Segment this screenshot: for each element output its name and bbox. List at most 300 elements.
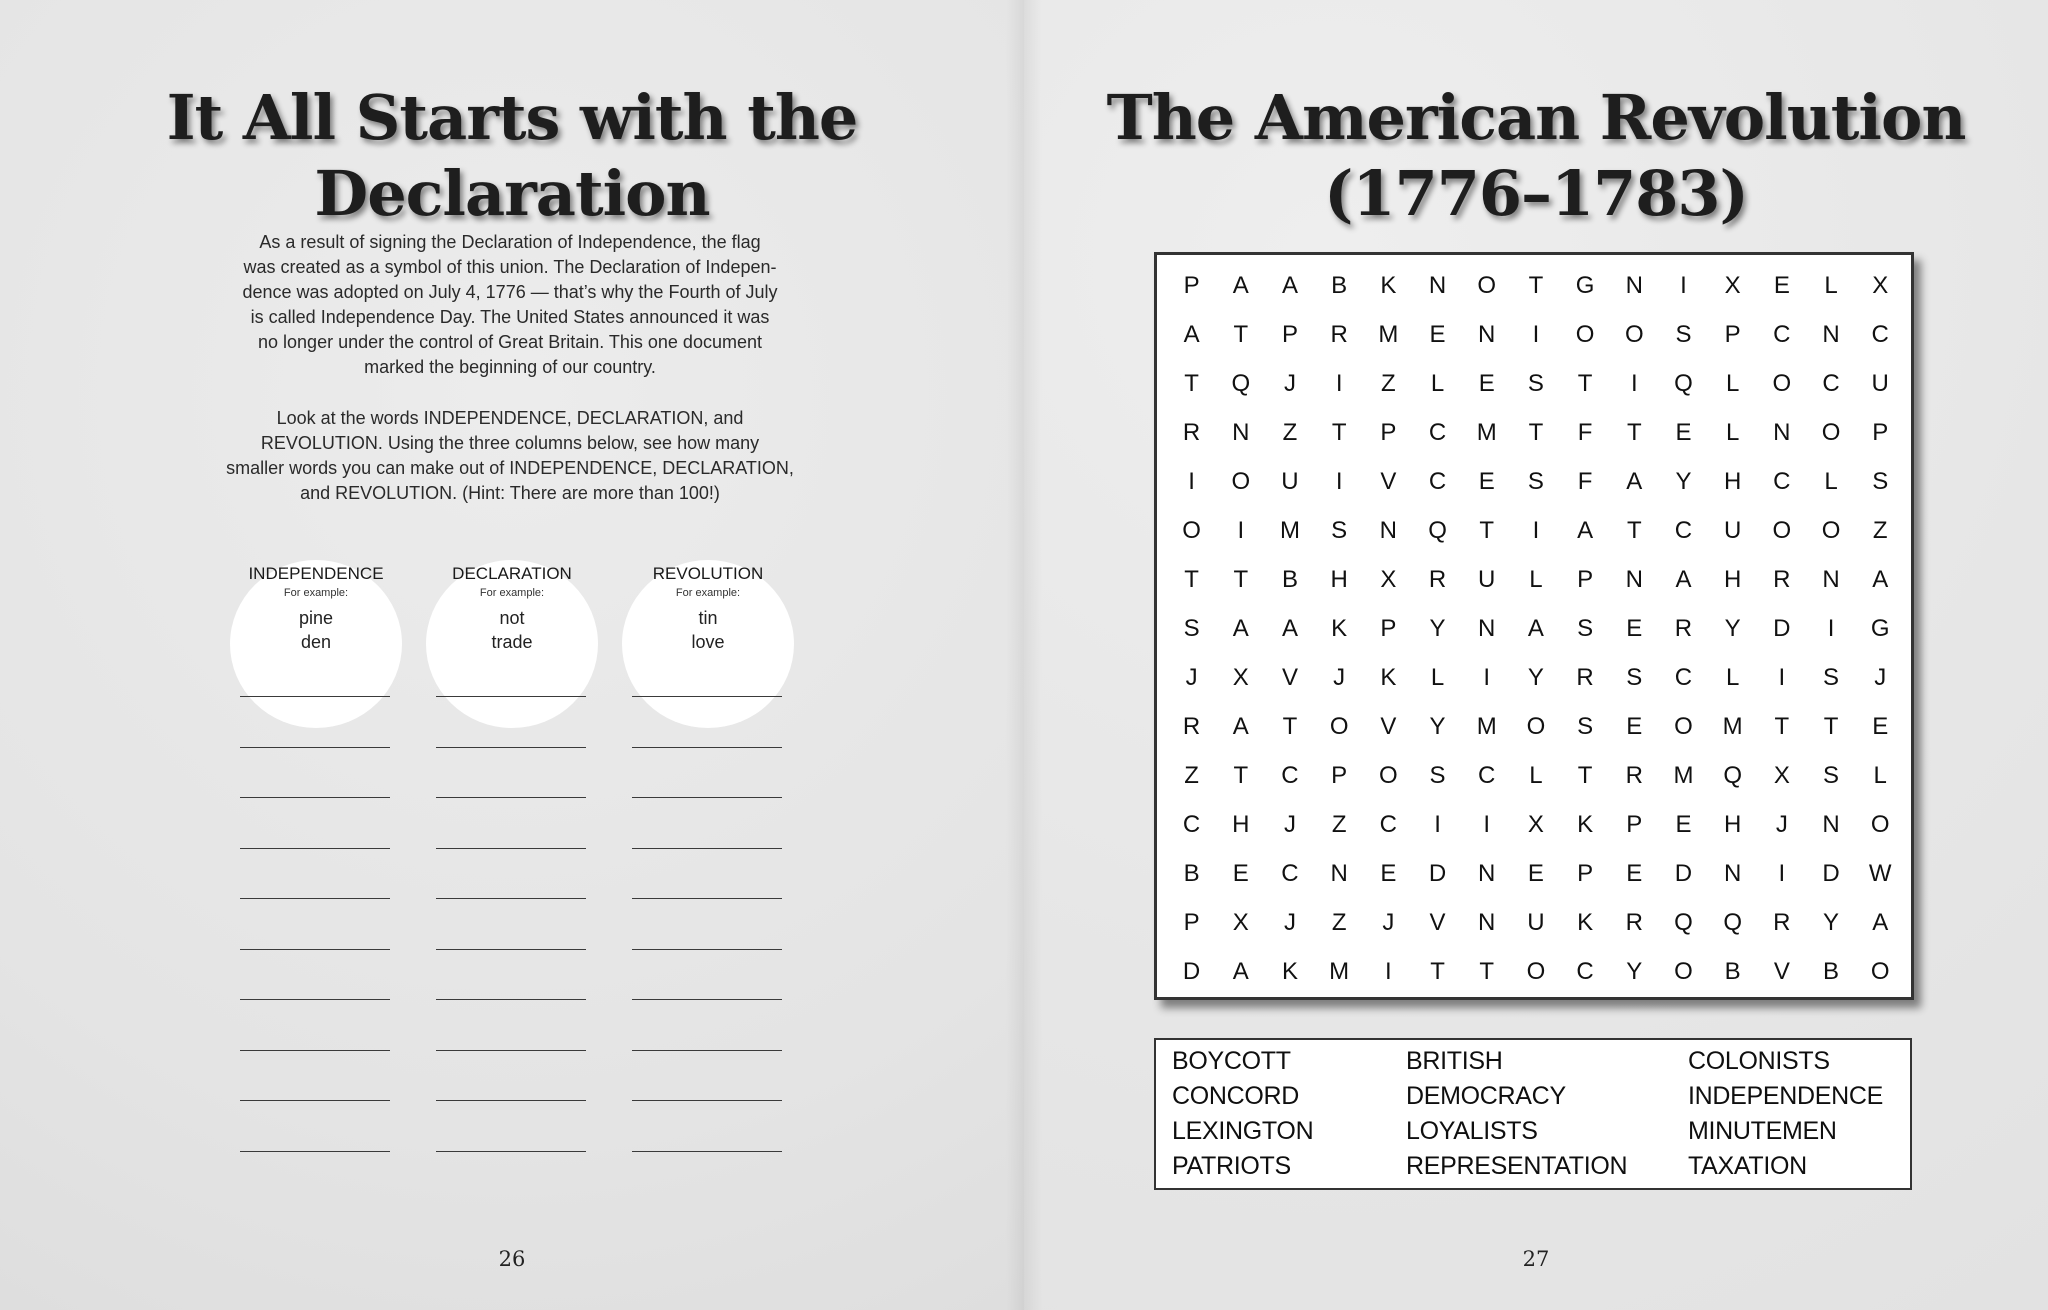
- grid-letter: N: [1478, 321, 1496, 348]
- grid-letter: V: [1773, 958, 1790, 985]
- grid-letter: I: [1483, 664, 1491, 691]
- grid-letter: J: [1283, 909, 1296, 936]
- grid-letter: C: [1478, 762, 1496, 789]
- grid-letter: E: [1626, 615, 1643, 642]
- grid-letter: F: [1577, 419, 1593, 446]
- grid-letter: S: [1577, 713, 1594, 740]
- grid-letter: K: [1577, 811, 1594, 838]
- grid-letter: M: [1722, 713, 1743, 740]
- grid-letter: C: [1379, 811, 1398, 838]
- word-bank-entry: CONCORD: [1172, 1082, 1300, 1110]
- grid-letter: E: [1380, 860, 1397, 887]
- answer-line: [436, 848, 586, 849]
- grid-letter: O: [1526, 713, 1546, 740]
- grid-letter: I: [1434, 811, 1441, 838]
- grid-letter: T: [1430, 958, 1445, 985]
- answer-line: [240, 999, 390, 1000]
- grid-letter: K: [1577, 909, 1594, 936]
- answer-line: [436, 1151, 586, 1152]
- grid-letter: G: [1870, 615, 1890, 642]
- answer-line: [632, 747, 782, 748]
- grid-letter: Q: [1674, 370, 1693, 397]
- grid-letter: T: [1233, 762, 1249, 789]
- grid-letter: R: [1773, 566, 1791, 593]
- grid-letter: M: [1378, 321, 1399, 348]
- grid-letter: C: [1428, 419, 1447, 446]
- answer-line: [240, 898, 390, 899]
- grid-letter: L: [1725, 419, 1740, 446]
- grid-letter: C: [1871, 321, 1889, 348]
- grid-letter: P: [1183, 909, 1200, 936]
- grid-letter: C: [1281, 860, 1299, 887]
- grid-letter: R: [1182, 419, 1201, 446]
- intro-line: no longer under the control of Great Britain. This one document: [258, 332, 762, 352]
- grid-letter: U: [1527, 909, 1545, 936]
- grid-letter: F: [1577, 468, 1593, 495]
- grid-letter: D: [1822, 860, 1840, 887]
- answer-line: [240, 747, 390, 748]
- word-bank-entry: INDEPENDENCE: [1688, 1082, 1884, 1110]
- answer-line: [632, 999, 782, 1000]
- title-line: Declaration: [314, 157, 710, 230]
- grid-letter: L: [1824, 272, 1838, 299]
- example-word: pine: [298, 608, 334, 628]
- grid-letter: X: [1380, 566, 1397, 593]
- grid-letter: V: [1380, 468, 1397, 495]
- intro-line: dence was adopted on July 4, 1776 — that’s why the Fourth of July: [242, 282, 778, 302]
- word-bank-column: [1406, 1044, 1627, 1184]
- instruction-line: Look at the words INDEPENDENCE, DECLARATION, and: [276, 408, 744, 428]
- grid-letter: Q: [1723, 909, 1742, 936]
- grid-letter: O: [1772, 370, 1792, 397]
- answer-line: [240, 1151, 390, 1152]
- grid-letter: K: [1281, 958, 1298, 985]
- grid-letter: Q: [1723, 762, 1742, 789]
- example-word: not: [499, 608, 525, 628]
- grid-letter: L: [1725, 664, 1740, 691]
- grid-letter: T: [1528, 419, 1544, 446]
- grid-letter: N: [1478, 615, 1496, 642]
- grid-letter: T: [1823, 713, 1839, 740]
- answer-line: [240, 949, 390, 950]
- left-page-title: [0, 80, 1024, 232]
- grid-letter: C: [1822, 370, 1840, 397]
- grid-letter: S: [1823, 762, 1840, 789]
- grid-letter: O: [1772, 517, 1792, 544]
- grid-letter: X: [1872, 272, 1889, 299]
- grid-letter: S: [1527, 370, 1544, 397]
- grid-letter: A: [1577, 517, 1594, 544]
- grid-letter: B: [1183, 860, 1200, 887]
- grid-letter: P: [1380, 615, 1397, 642]
- grid-letter: S: [1872, 468, 1889, 495]
- answer-line: [436, 898, 586, 899]
- grid-letter: A: [1232, 713, 1249, 740]
- grid-letter: A: [1232, 615, 1249, 642]
- grid-letter: I: [1335, 468, 1343, 495]
- grid-letter: T: [1233, 321, 1249, 348]
- grid-letter: E: [1675, 811, 1692, 838]
- grid-letter: I: [1188, 468, 1195, 495]
- grid-letter: A: [1232, 272, 1249, 299]
- grid-letter: I: [1680, 272, 1687, 299]
- grid-letter: O: [1526, 958, 1546, 985]
- grid-letter: N: [1625, 566, 1643, 593]
- grid-letter: U: [1478, 566, 1496, 593]
- answer-line: [632, 1100, 782, 1101]
- grid-letter: O: [1821, 517, 1841, 544]
- grid-letter: S: [1183, 615, 1200, 642]
- grid-letter: Z: [1331, 811, 1347, 838]
- grid-letter: N: [1379, 517, 1398, 544]
- grid-letter: T: [1479, 958, 1495, 985]
- grid-letter: T: [1528, 272, 1544, 299]
- grid-letter: P: [1626, 811, 1643, 838]
- grid-letter: Q: [1674, 909, 1693, 936]
- grid-letter: P: [1577, 566, 1594, 593]
- word-bank-entry: LOYALISTS: [1406, 1117, 1538, 1145]
- grid-letter: J: [1775, 811, 1788, 838]
- grid-letter: P: [1872, 419, 1889, 446]
- for-example-label: For example:: [479, 587, 545, 599]
- grid-letter: T: [1626, 517, 1642, 544]
- grid-letter: Z: [1282, 419, 1298, 446]
- grid-letter: R: [1625, 762, 1643, 789]
- answer-line: [240, 797, 390, 798]
- grid-letter: J: [1283, 370, 1296, 397]
- intro-line: was created as a symbol of this union. The Declaration of Indepen-: [243, 257, 777, 277]
- grid-letter: E: [1675, 419, 1692, 446]
- grid-letter: Q: [1231, 370, 1251, 397]
- grid-letter: S: [1823, 664, 1840, 691]
- grid-letter: A: [1281, 615, 1298, 642]
- grid-letter: E: [1527, 860, 1544, 887]
- grid-letter: N: [1478, 860, 1496, 887]
- grid-letter: D: [1182, 958, 1201, 985]
- grid-letter: S: [1577, 615, 1594, 642]
- grid-letter: H: [1232, 811, 1250, 838]
- grid-letter: R: [1625, 909, 1643, 936]
- grid-letter: C: [1281, 762, 1299, 789]
- grid-letter: J: [1185, 664, 1198, 691]
- grid-letter: X: [1232, 909, 1249, 936]
- grid-letter: N: [1428, 272, 1447, 299]
- answer-line: [436, 949, 586, 950]
- grid-letter: Z: [1872, 517, 1888, 544]
- grid-letter: R: [1330, 321, 1348, 348]
- grid-letter: H: [1723, 566, 1742, 593]
- grid-letter: L: [1529, 762, 1543, 789]
- grid-letter: Y: [1429, 615, 1446, 642]
- answer-lines: [436, 696, 586, 1201]
- grid-letter: R: [1674, 615, 1693, 642]
- grid-letter: K: [1331, 615, 1348, 642]
- grid-letter: T: [1233, 566, 1249, 593]
- grid-letter: Y: [1527, 664, 1544, 691]
- right-page: [1024, 0, 2048, 1310]
- grid-letter: I: [1532, 517, 1540, 544]
- grid-letter: E: [1626, 860, 1643, 887]
- grid-letter: N: [1625, 272, 1643, 299]
- column-heading: DECLARATION: [452, 564, 572, 583]
- grid-letter: V: [1281, 664, 1298, 691]
- title-line: (1776–1783): [1324, 157, 1748, 230]
- grid-letter: R: [1773, 909, 1791, 936]
- grid-letter: N: [1773, 419, 1791, 446]
- answer-lines: [240, 696, 390, 1201]
- for-example-label: For example:: [283, 587, 349, 599]
- grid-letter: A: [1675, 566, 1692, 593]
- grid-letter: T: [1577, 370, 1593, 397]
- grid-letter: X: [1724, 272, 1741, 299]
- grid-letter: L: [1725, 370, 1740, 397]
- grid-letter: A: [1232, 958, 1249, 985]
- instructions-paragraph: [220, 406, 800, 506]
- column-heading: INDEPENDENCE: [248, 564, 384, 583]
- grid-letter: L: [1529, 566, 1543, 593]
- example-word: den: [300, 632, 332, 652]
- grid-letter: H: [1723, 811, 1742, 838]
- grid-letter: Y: [1724, 615, 1741, 642]
- grid-letter: O: [1674, 713, 1693, 740]
- grid-letter: B: [1823, 958, 1840, 985]
- grid-letter: T: [1184, 370, 1199, 397]
- grid-letter: A: [1183, 321, 1200, 348]
- page-number: 27: [1522, 1247, 1550, 1271]
- title-line: The American Revolution: [1106, 81, 1966, 154]
- instruction-line: and REVOLUTION. (Hint: There are more than 100!): [300, 483, 720, 503]
- intro-line: marked the beginning of our country.: [364, 357, 656, 377]
- grid-letter: C: [1674, 517, 1693, 544]
- grid-letter: B: [1281, 566, 1298, 593]
- grid-letter: J: [1333, 664, 1346, 691]
- grid-letter: I: [1827, 615, 1835, 642]
- answer-line: [240, 1100, 390, 1101]
- grid-letter: I: [1385, 958, 1392, 985]
- grid-letter: E: [1626, 713, 1643, 740]
- instruction-line: smaller words you can make out of INDEPENDENCE, DECLARATION,: [226, 458, 794, 478]
- word-bank-entry: COLONISTS: [1688, 1047, 1830, 1075]
- grid-letter: C: [1428, 468, 1447, 495]
- word-bank-entry: BOYCOTT: [1172, 1047, 1291, 1075]
- grid-letter: E: [1232, 860, 1249, 887]
- grid-letter: O: [1329, 713, 1349, 740]
- answer-line: [632, 898, 782, 899]
- grid-letter: V: [1429, 909, 1446, 936]
- grid-letter: B: [1331, 272, 1348, 299]
- grid-letter: O: [1477, 272, 1497, 299]
- intro-paragraph: [220, 230, 800, 380]
- grid-letter: N: [1232, 419, 1250, 446]
- grid-letter: L: [1430, 664, 1445, 691]
- grid-letter: P: [1724, 321, 1741, 348]
- grid-letter: U: [1281, 468, 1299, 495]
- book-gutter: [1006, 0, 1042, 1310]
- grid-letter: P: [1281, 321, 1298, 348]
- grid-letter: Z: [1381, 370, 1396, 397]
- word-bank-entry: BRITISH: [1406, 1047, 1503, 1075]
- grid-letter: B: [1724, 958, 1741, 985]
- answer-line: [436, 747, 586, 748]
- grid-letter: O: [1575, 321, 1595, 348]
- grid-letter: T: [1577, 762, 1593, 789]
- answer-line: [632, 797, 782, 798]
- grid-letter: P: [1380, 419, 1397, 446]
- grid-letter: M: [1329, 958, 1350, 985]
- grid-letter: G: [1575, 272, 1595, 299]
- grid-letter: P: [1577, 860, 1594, 887]
- grid-letter: R: [1576, 664, 1594, 691]
- grid-letter: Z: [1184, 762, 1199, 789]
- grid-letter: I: [1532, 321, 1540, 348]
- grid-letter: N: [1478, 909, 1496, 936]
- grid-letter: E: [1773, 272, 1790, 299]
- grid-letter: E: [1429, 321, 1446, 348]
- right-page-title: [1024, 80, 2048, 232]
- for-example-label: For example:: [675, 587, 741, 599]
- page-number: 26: [498, 1247, 526, 1271]
- grid-letter: L: [1824, 468, 1838, 495]
- grid-letter: A: [1281, 272, 1298, 299]
- grid-letter: K: [1380, 272, 1397, 299]
- grid-letter: N: [1822, 811, 1840, 838]
- answer-line: [436, 696, 586, 697]
- grid-letter: H: [1330, 566, 1348, 593]
- word-bank-column: [1172, 1044, 1313, 1184]
- word-bank: [1154, 1038, 1912, 1190]
- grid-letter: O: [1379, 762, 1398, 789]
- grid-letter: E: [1872, 713, 1889, 740]
- answer-line: [632, 1050, 782, 1051]
- letter-grid: [1167, 261, 1905, 996]
- grid-letter: X: [1773, 762, 1790, 789]
- grid-letter: S: [1527, 468, 1544, 495]
- grid-letter: N: [1330, 860, 1348, 887]
- answer-lines: [632, 696, 782, 1201]
- grid-letter: D: [1428, 860, 1447, 887]
- answer-line: [632, 848, 782, 849]
- grid-letter: T: [1184, 566, 1199, 593]
- grid-letter: C: [1674, 664, 1693, 691]
- intro-line: As a result of signing the Declaration of Independence, the flag: [259, 232, 761, 252]
- grid-letter: M: [1279, 517, 1300, 544]
- grid-letter: D: [1773, 615, 1791, 642]
- answer-line: [632, 1151, 782, 1152]
- grid-letter: C: [1773, 321, 1791, 348]
- grid-letter: I: [1630, 370, 1638, 397]
- grid-letter: N: [1723, 860, 1742, 887]
- word-search-grid: [1154, 252, 1914, 1000]
- grid-letter: W: [1868, 860, 1892, 887]
- grid-letter: N: [1822, 566, 1840, 593]
- example-word: trade: [491, 632, 533, 652]
- grid-letter: Z: [1331, 909, 1347, 936]
- example-word: love: [691, 632, 725, 652]
- grid-letter: M: [1476, 419, 1497, 446]
- grid-letter: R: [1428, 566, 1447, 593]
- word-columns: [228, 560, 798, 1160]
- grid-letter: T: [1282, 713, 1298, 740]
- answer-line: [436, 1050, 586, 1051]
- title-line: It All Starts with the: [166, 81, 858, 154]
- grid-letter: O: [1821, 419, 1841, 446]
- answer-line: [436, 1100, 586, 1101]
- column-heading: REVOLUTION: [652, 564, 764, 583]
- word-bank-entry: REPRESENTATION: [1406, 1152, 1628, 1180]
- grid-letter: A: [1872, 566, 1889, 593]
- grid-letter: Y: [1626, 958, 1643, 985]
- grid-letter: J: [1283, 811, 1296, 838]
- grid-letter: A: [1527, 615, 1544, 642]
- grid-letter: P: [1331, 762, 1348, 789]
- grid-letter: C: [1182, 811, 1201, 838]
- grid-letter: H: [1723, 468, 1742, 495]
- grid-letter: Q: [1428, 517, 1447, 544]
- grid-letter: U: [1871, 370, 1889, 397]
- grid-letter: S: [1429, 762, 1446, 789]
- grid-letter: T: [1626, 419, 1642, 446]
- grid-letter: O: [1870, 811, 1890, 838]
- grid-letter: C: [1576, 958, 1594, 985]
- grid-letter: T: [1774, 713, 1790, 740]
- grid-letter: O: [1182, 517, 1201, 544]
- intro-line: is called Independence Day. The United States announced it was: [250, 307, 770, 327]
- grid-letter: A: [1872, 909, 1889, 936]
- grid-letter: T: [1479, 517, 1495, 544]
- grid-letter: I: [1483, 811, 1491, 838]
- grid-letter: K: [1380, 664, 1397, 691]
- grid-letter: M: [1673, 762, 1694, 789]
- grid-letter: I: [1237, 517, 1245, 544]
- instruction-line: REVOLUTION. Using the three columns below, see how many: [260, 433, 760, 453]
- grid-letter: O: [1674, 958, 1693, 985]
- grid-letter: S: [1675, 321, 1692, 348]
- grid-letter: Y: [1675, 468, 1692, 495]
- grid-letter: L: [1430, 370, 1445, 397]
- word-bank-entry: PATRIOTS: [1172, 1152, 1291, 1180]
- grid-letter: J: [1874, 664, 1887, 691]
- grid-letter: V: [1380, 713, 1397, 740]
- grid-letter: S: [1626, 664, 1643, 691]
- grid-letter: I: [1778, 664, 1786, 691]
- grid-letter: S: [1331, 517, 1348, 544]
- answer-line: [436, 999, 586, 1000]
- word-bank-entry: TAXATION: [1688, 1152, 1807, 1180]
- answer-line: [240, 1050, 390, 1051]
- grid-letter: O: [1624, 321, 1644, 348]
- example-word: tin: [698, 608, 718, 628]
- grid-letter: E: [1478, 370, 1495, 397]
- grid-letter: M: [1476, 713, 1497, 740]
- grid-letter: X: [1527, 811, 1544, 838]
- grid-letter: U: [1723, 517, 1742, 544]
- grid-letter: Y: [1823, 909, 1840, 936]
- grid-letter: Y: [1429, 713, 1446, 740]
- answer-line: [240, 848, 390, 849]
- grid-letter: R: [1182, 713, 1201, 740]
- grid-letter: L: [1873, 762, 1887, 789]
- grid-letter: I: [1778, 860, 1786, 887]
- grid-letter: C: [1773, 468, 1791, 495]
- answer-line: [240, 696, 390, 697]
- word-bank-entry: MINUTEMEN: [1688, 1117, 1837, 1145]
- grid-letter: T: [1331, 419, 1347, 446]
- grid-letter: I: [1335, 370, 1343, 397]
- grid-letter: N: [1822, 321, 1840, 348]
- answer-line: [632, 949, 782, 950]
- word-bank-entry: DEMOCRACY: [1406, 1082, 1566, 1110]
- grid-letter: E: [1478, 468, 1495, 495]
